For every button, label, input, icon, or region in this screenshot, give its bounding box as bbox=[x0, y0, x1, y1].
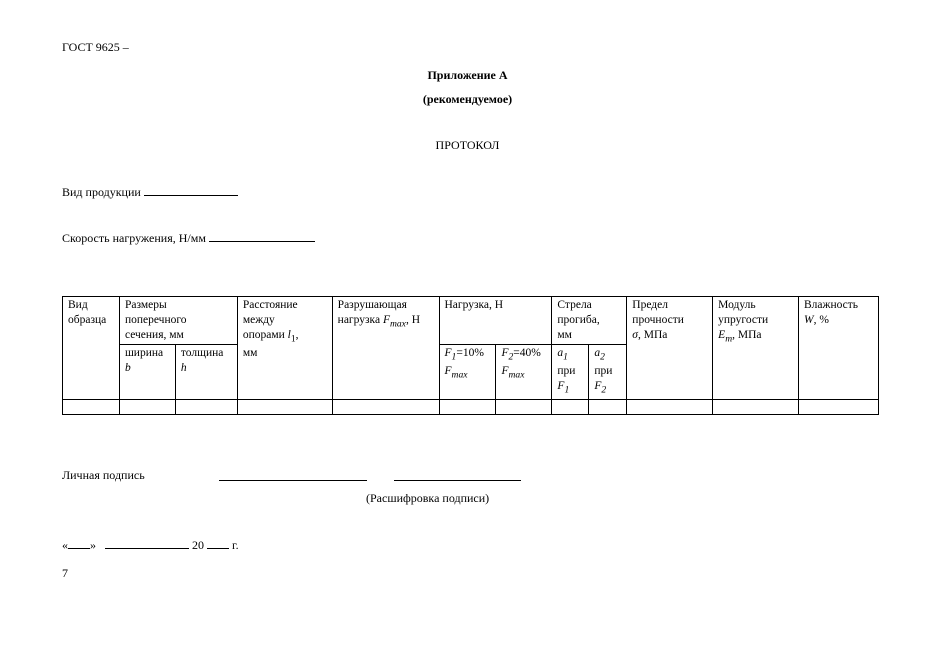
date-month-blank[interactable] bbox=[105, 537, 189, 549]
page-number: 7 bbox=[62, 566, 68, 580]
product-type-label: Вид продукции bbox=[62, 185, 141, 199]
load-speed-field bbox=[62, 230, 315, 246]
protocol-title: ПРОТОКОЛ bbox=[435, 138, 500, 152]
col-dimensions: Размеры поперечного сечения, мм bbox=[119, 297, 237, 345]
load-speed-label: Скорость нагружения, Н/мм bbox=[62, 231, 206, 245]
col-width: ширина b bbox=[119, 345, 175, 400]
appendix-title: Приложение А bbox=[427, 68, 508, 82]
load-speed-blank[interactable] bbox=[209, 230, 315, 242]
appendix-subtitle: (рекомендуемое) bbox=[422, 92, 513, 106]
signature-blank[interactable] bbox=[219, 469, 367, 481]
col-deflection: Стрела прогиба, мм bbox=[552, 297, 627, 345]
col-span: Расстояние между опорами $l_1$, мм bbox=[237, 297, 332, 400]
table-row bbox=[63, 399, 879, 414]
col-deflection-a2: $a_2$ при $F_2$ bbox=[589, 345, 627, 400]
col-load-f1: $F_1=10\%$ $F_{max}$ bbox=[439, 345, 496, 400]
protocol-table bbox=[62, 296, 879, 415]
signature-label: Личная подпись bbox=[62, 468, 145, 482]
col-load-f2: $F_2=40\%$ $F_{max}$ bbox=[496, 345, 552, 400]
gost-header: ГОСТ 9625 – bbox=[62, 40, 129, 54]
col-load: Нагрузка, Н bbox=[439, 297, 552, 345]
date-year-blank[interactable] bbox=[207, 537, 229, 549]
col-modulus: Модуль упругости $E_m$, МПа bbox=[713, 297, 799, 400]
date-day-blank[interactable] bbox=[68, 537, 90, 549]
date-field: « » 20 г. bbox=[62, 538, 239, 552]
product-type-blank[interactable] bbox=[144, 184, 238, 196]
signature-decode-blank[interactable] bbox=[394, 469, 521, 481]
col-thickness: толщина h bbox=[175, 345, 237, 400]
col-strength: Предел прочности σ, МПа bbox=[627, 297, 713, 400]
col-moisture: Влажность W, % bbox=[799, 297, 879, 400]
col-specimen: Вид образца bbox=[63, 297, 120, 400]
signature-decode-label: (Расшифровка подписи) bbox=[366, 491, 490, 505]
product-type-field bbox=[62, 184, 238, 200]
col-break-load: Разрушающая нагрузка $F_{max}$, Н bbox=[332, 297, 439, 400]
col-deflection-a1: $a_1$ при $F_1$ bbox=[552, 345, 589, 400]
